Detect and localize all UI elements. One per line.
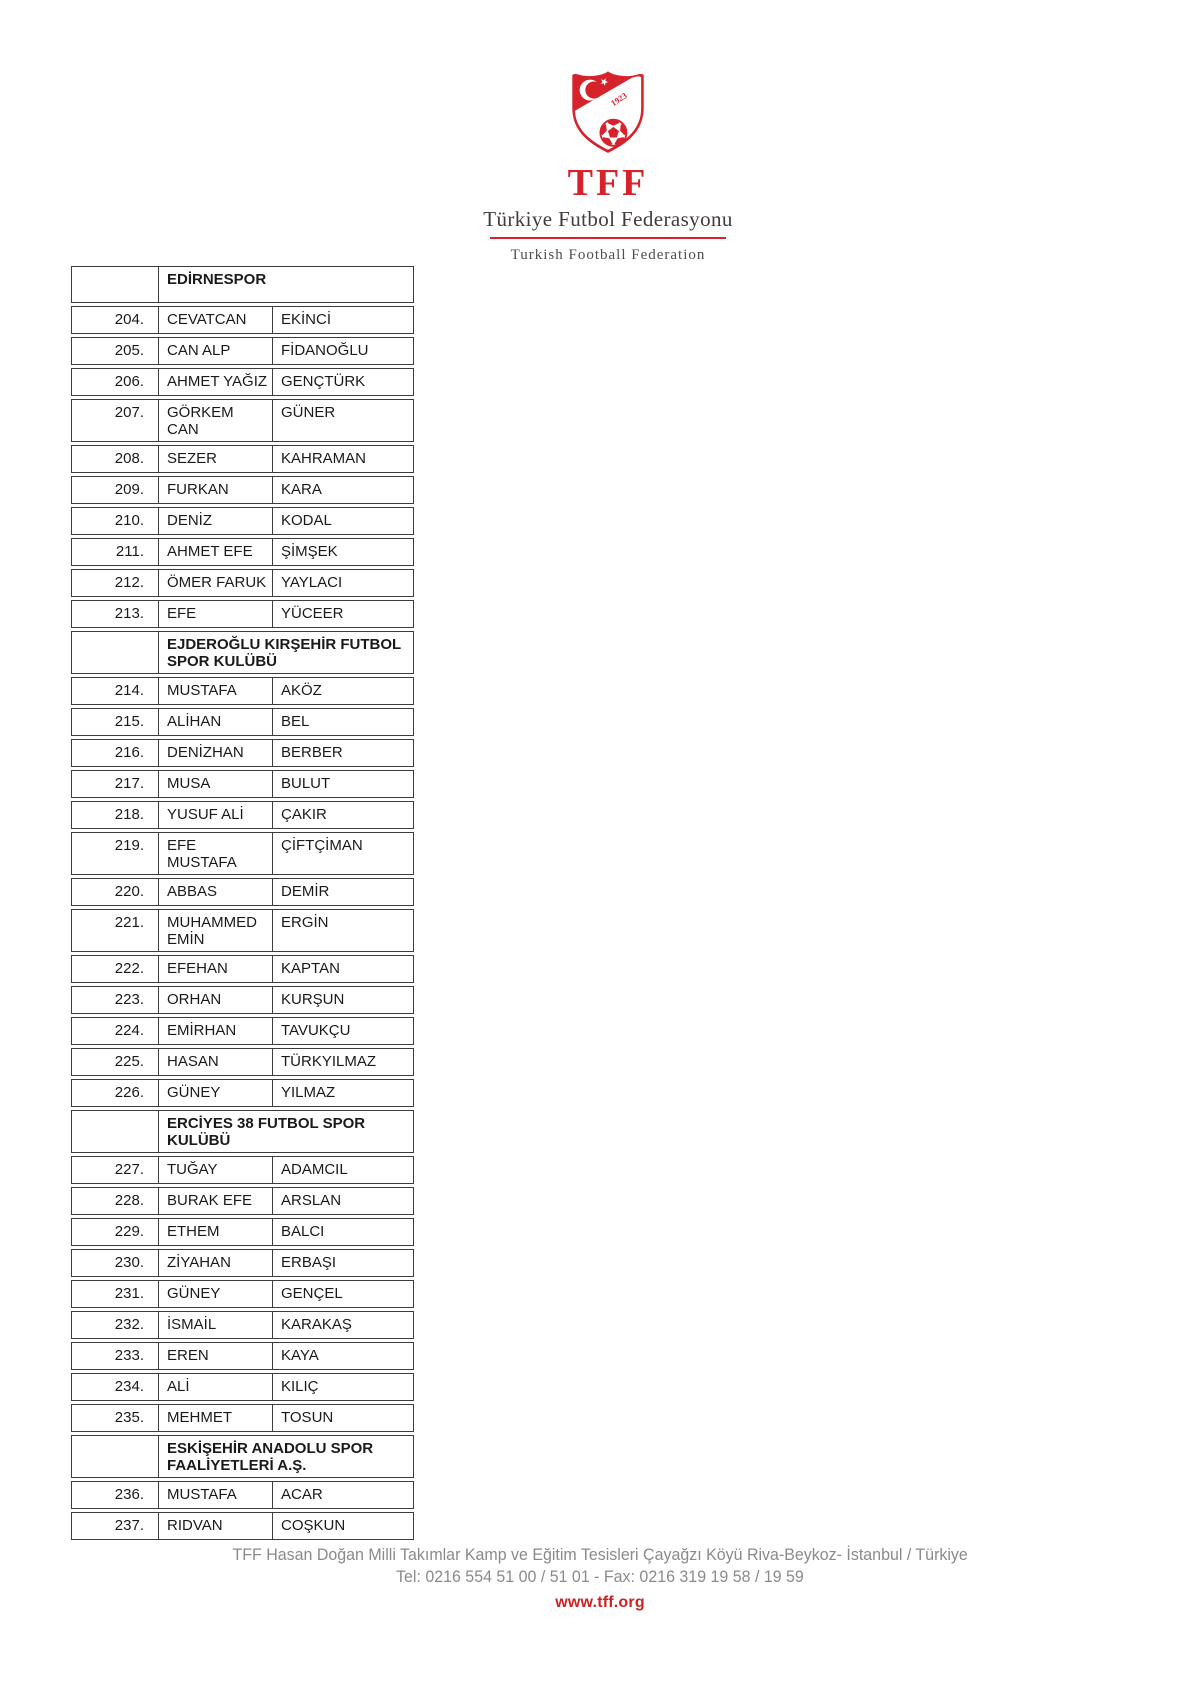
player-number-cell: 219. <box>72 833 159 874</box>
player-first-name-cell: CAN ALP <box>159 338 273 364</box>
player-row <box>71 739 414 767</box>
player-row <box>71 1342 414 1370</box>
club-header-number-cell <box>72 1111 159 1152</box>
player-first-name-cell: MUSA <box>159 771 273 797</box>
player-first-name-cell: FURKAN <box>159 477 273 503</box>
player-last-name-cell: ÇİFTÇİMAN <box>281 837 363 854</box>
crest-year-label: 1923 <box>608 90 629 109</box>
player-first-name-cell: DENİZHAN <box>159 740 273 766</box>
player-row <box>71 1311 414 1339</box>
player-row <box>71 1481 414 1509</box>
player-last-name-cell: KAYA <box>281 1347 319 1364</box>
player-number-cell: 231. <box>72 1281 159 1307</box>
player-first-name-cell: EFEHAN <box>159 956 273 982</box>
player-last-name-cell: KARAKAŞ <box>281 1316 352 1333</box>
player-first-name-cell: İSMAİL <box>159 1312 273 1338</box>
tff-logo-block <box>448 66 768 264</box>
player-first-name-cell: BURAK EFE <box>159 1188 273 1214</box>
player-row <box>71 1079 414 1107</box>
player-first-name-cell: GÖRKEM CAN <box>159 400 273 441</box>
player-row <box>71 770 414 798</box>
player-first-name-cell: SEZER <box>159 446 273 472</box>
club-name-cell: ESKİŞEHİR ANADOLU SPOR FAALİYETLERİ A.Ş. <box>167 1440 374 1474</box>
player-row <box>71 399 414 442</box>
player-row <box>71 507 414 535</box>
player-first-name-cell: ALİHAN <box>159 709 273 735</box>
player-number-cell: 228. <box>72 1188 159 1214</box>
player-row <box>71 1017 414 1045</box>
player-number-cell: 213. <box>72 601 159 627</box>
player-row <box>71 909 414 952</box>
player-number-cell: 235. <box>72 1405 159 1431</box>
club-header-number-cell <box>72 267 159 302</box>
club-name-cell: EJDEROĞLU KIRŞEHİR FUTBOL SPOR KULÜBÜ <box>167 636 401 670</box>
player-last-name-cell: KODAL <box>281 512 332 529</box>
player-last-name-cell: BEL <box>281 713 310 730</box>
player-last-name-cell: FİDANOĞLU <box>281 342 369 359</box>
player-number-cell: 237. <box>72 1513 159 1539</box>
player-number-cell: 205. <box>72 338 159 364</box>
player-last-name-cell: ADAMCIL <box>281 1161 348 1178</box>
player-last-name-cell: BALCI <box>281 1223 325 1240</box>
player-row <box>71 1512 414 1540</box>
player-first-name-cell: ZİYAHAN <box>159 1250 273 1276</box>
player-first-name-cell: HASAN <box>159 1049 273 1075</box>
player-roster-table <box>71 266 414 1543</box>
player-first-name-cell: MUSTAFA <box>159 678 273 704</box>
footer-phone-text: Tel: 0216 554 51 00 / 51 01 - Fax: 0216 319 19 58 / 19 59 <box>396 1567 804 1586</box>
club-header-row <box>71 1110 414 1153</box>
player-last-name-cell: TAVUKÇU <box>281 1022 351 1039</box>
player-first-name-cell: MEHMET <box>159 1405 273 1431</box>
player-row <box>71 600 414 628</box>
player-row <box>71 832 414 875</box>
player-first-name-cell: GÜNEY <box>159 1281 273 1307</box>
player-row <box>71 337 414 365</box>
player-row <box>71 538 414 566</box>
player-number-cell: 207. <box>72 400 159 441</box>
player-number-cell: 229. <box>72 1219 159 1245</box>
club-header-row <box>71 1435 414 1478</box>
player-last-name-cell: KAHRAMAN <box>281 450 367 467</box>
player-number-cell: 218. <box>72 802 159 828</box>
player-row <box>71 955 414 983</box>
player-row <box>71 306 414 334</box>
club-header-number-cell <box>72 632 159 673</box>
player-number-cell: 212. <box>72 570 159 596</box>
player-number-cell: 211. <box>72 539 159 565</box>
player-first-name-cell: ALİ <box>159 1374 273 1400</box>
federation-name-turkish: Türkiye Futbol Federasyonu <box>483 207 733 231</box>
player-row <box>71 1048 414 1076</box>
player-last-name-cell: ÇAKIR <box>281 806 327 823</box>
player-number-cell: 234. <box>72 1374 159 1400</box>
player-number-cell: 204. <box>72 307 159 333</box>
player-last-name-cell: GENÇTÜRK <box>281 373 366 390</box>
player-last-name-cell: KILIÇ <box>281 1378 319 1395</box>
player-first-name-cell: RIDVAN <box>159 1513 273 1539</box>
club-header-row <box>71 266 414 303</box>
player-row <box>71 1156 414 1184</box>
player-number-cell: 214. <box>72 678 159 704</box>
player-row <box>71 1404 414 1432</box>
player-last-name-cell: GENÇEL <box>281 1285 343 1302</box>
footer-address-text: TFF Hasan Doğan Milli Takımlar Kamp ve Eğitim Tesisleri Çayağzı Köyü Riva-Beykoz- İstanbul / Türkiye <box>232 1545 968 1564</box>
player-row <box>71 801 414 829</box>
player-first-name-cell: GÜNEY <box>159 1080 273 1106</box>
player-number-cell: 233. <box>72 1343 159 1369</box>
player-last-name-cell: ERGİN <box>281 914 329 931</box>
player-first-name-cell: MUSTAFA <box>159 1482 273 1508</box>
player-first-name-cell: AHMET EFE <box>159 539 273 565</box>
player-row <box>71 445 414 473</box>
player-row <box>71 569 414 597</box>
player-number-cell: 230. <box>72 1250 159 1276</box>
player-number-cell: 227. <box>72 1157 159 1183</box>
player-last-name-cell: EKİNCİ <box>281 311 332 328</box>
player-first-name-cell: YUSUF ALİ <box>159 802 273 828</box>
player-last-name-cell: BERBER <box>281 744 343 761</box>
player-number-cell: 225. <box>72 1049 159 1075</box>
player-first-name-cell: ÖMER FARUK <box>159 570 273 596</box>
player-number-cell: 222. <box>72 956 159 982</box>
player-last-name-cell: KURŞUN <box>281 991 345 1008</box>
player-number-cell: 232. <box>72 1312 159 1338</box>
federation-name-english: Turkish Football Federation <box>510 247 706 263</box>
player-row <box>71 1249 414 1277</box>
footer-phone-line <box>0 1566 1200 1588</box>
player-last-name-cell: BULUT <box>281 775 331 792</box>
player-number-cell: 217. <box>72 771 159 797</box>
player-last-name-cell: TOSUN <box>281 1409 334 1426</box>
player-first-name-cell: MUHAMMED EMİN <box>159 910 273 951</box>
player-number-cell: 224. <box>72 1018 159 1044</box>
player-first-name-cell: EFE <box>159 601 273 627</box>
club-header-row <box>71 631 414 674</box>
page-footer <box>0 1544 1200 1612</box>
player-last-name-cell: AKÖZ <box>281 682 322 699</box>
footer-address-line <box>0 1544 1200 1566</box>
player-first-name-cell: ABBAS <box>159 879 273 905</box>
player-last-name-cell: TÜRKYILMAZ <box>281 1053 377 1070</box>
player-first-name-cell: EREN <box>159 1343 273 1369</box>
player-last-name-cell: DEMİR <box>281 883 330 900</box>
footer-website-text: www.tff.org <box>555 1594 645 1611</box>
player-number-cell: 221. <box>72 910 159 951</box>
player-row <box>71 708 414 736</box>
player-row <box>71 1280 414 1308</box>
player-last-name-cell: ACAR <box>281 1486 323 1503</box>
player-row <box>71 1218 414 1246</box>
player-last-name-cell: KAPTAN <box>281 960 340 977</box>
player-row <box>71 1373 414 1401</box>
player-number-cell: 226. <box>72 1080 159 1106</box>
club-header-number-cell <box>72 1436 159 1477</box>
player-first-name-cell: DENİZ <box>159 508 273 534</box>
tff-acronym: TFF <box>567 162 649 204</box>
player-first-name-cell: EMİRHAN <box>159 1018 273 1044</box>
player-number-cell: 223. <box>72 987 159 1013</box>
player-last-name-cell: YAYLACI <box>281 574 343 591</box>
player-number-cell: 220. <box>72 879 159 905</box>
club-name-cell: ERCİYES 38 FUTBOL SPOR KULÜBÜ <box>167 1115 366 1149</box>
player-first-name-cell: AHMET YAĞIZ <box>159 369 273 395</box>
player-first-name-cell: TUĞAY <box>159 1157 273 1183</box>
player-last-name-cell: ARSLAN <box>281 1192 342 1209</box>
player-number-cell: 216. <box>72 740 159 766</box>
player-first-name-cell: ETHEM <box>159 1219 273 1245</box>
player-last-name-cell: ŞİMŞEK <box>281 543 338 560</box>
player-number-cell: 215. <box>72 709 159 735</box>
player-row <box>71 878 414 906</box>
player-last-name-cell: ERBAŞI <box>281 1254 337 1271</box>
player-row <box>71 368 414 396</box>
player-last-name-cell: COŞKUN <box>281 1517 346 1534</box>
club-name-cell: EDİRNESPOR <box>167 271 267 288</box>
player-last-name-cell: KARA <box>281 481 322 498</box>
tff-crest-icon <box>569 66 647 156</box>
player-row <box>71 677 414 705</box>
player-number-cell: 210. <box>72 508 159 534</box>
player-row <box>71 1187 414 1215</box>
player-first-name-cell: CEVATCAN <box>159 307 273 333</box>
player-number-cell: 236. <box>72 1482 159 1508</box>
player-first-name-cell: ORHAN <box>159 987 273 1013</box>
player-number-cell: 206. <box>72 369 159 395</box>
player-number-cell: 208. <box>72 446 159 472</box>
logo-divider-rule <box>490 237 726 239</box>
player-first-name-cell: EFE MUSTAFA <box>159 833 273 874</box>
player-last-name-cell: GÜNER <box>281 404 336 421</box>
player-row <box>71 476 414 504</box>
player-last-name-cell: YILMAZ <box>281 1084 336 1101</box>
player-last-name-cell: YÜCEER <box>281 605 344 622</box>
player-row <box>71 986 414 1014</box>
player-number-cell: 209. <box>72 477 159 503</box>
